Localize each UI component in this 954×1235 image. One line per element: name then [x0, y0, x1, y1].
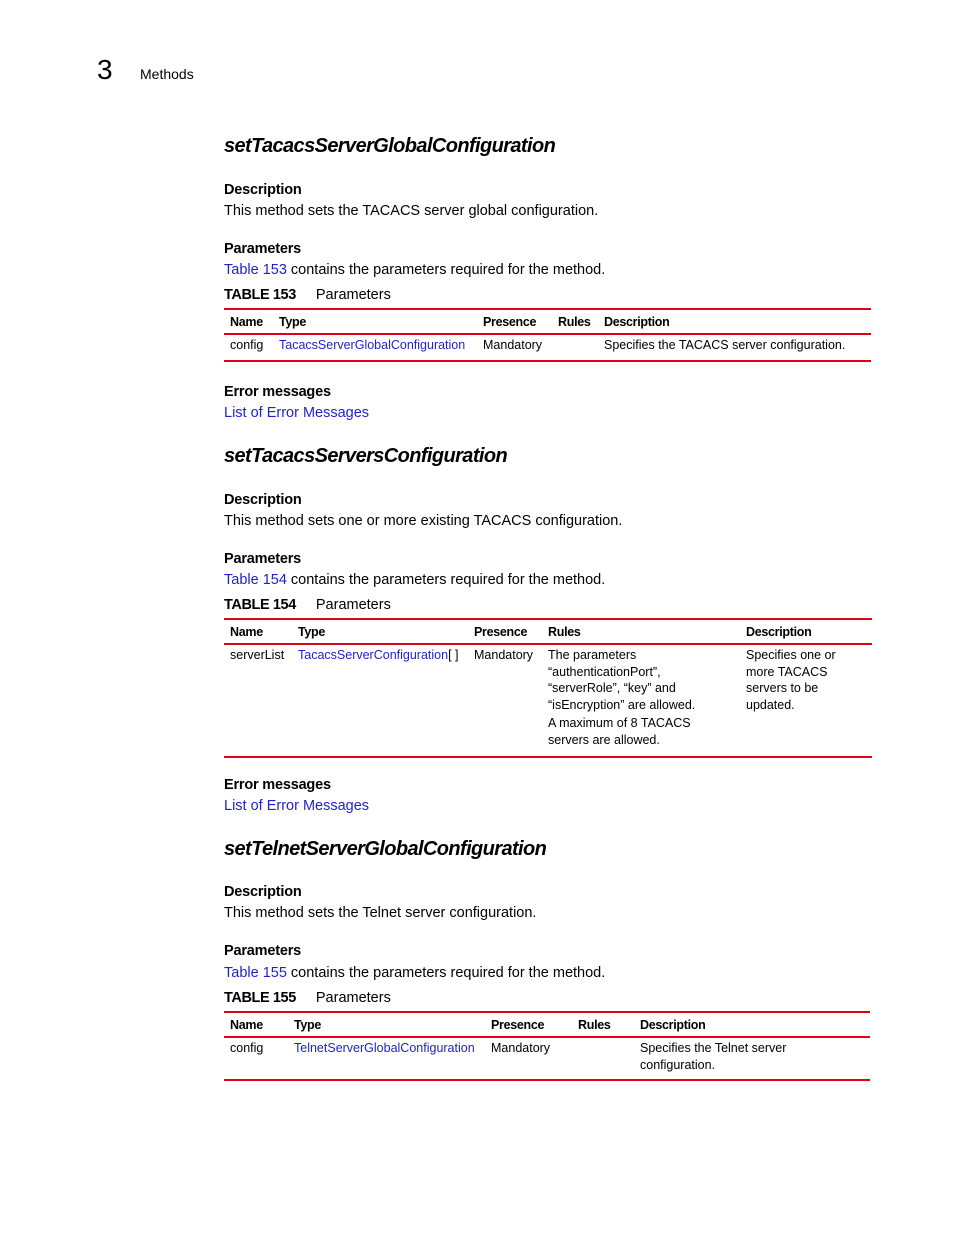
cell-presence: Mandatory — [477, 334, 552, 361]
method-title: setTacacsServerGlobalConfiguration — [224, 135, 556, 157]
parameters-heading: Parameters — [224, 943, 301, 959]
table-number: TABLE 153 — [224, 287, 296, 303]
header-name: Name — [224, 309, 273, 334]
header-presence: Presence — [485, 1012, 572, 1037]
chapter-number: 3 — [97, 54, 113, 85]
parameters-heading: Parameters — [224, 241, 301, 257]
cell-rules — [552, 334, 598, 361]
error-messages-heading: Error messages — [224, 384, 331, 400]
cell-presence: Mandatory — [485, 1037, 572, 1080]
table-row — [224, 334, 871, 361]
type-link[interactable]: TacacsServerConfiguration — [298, 648, 449, 662]
cell-presence: Mandatory — [468, 644, 542, 757]
header-rules: Rules — [542, 619, 740, 644]
parameters-table — [224, 618, 872, 758]
cell-rules — [542, 644, 740, 757]
error-messages-link[interactable]: List of Error Messages — [224, 405, 370, 421]
table-link[interactable]: Table 154 — [224, 572, 287, 588]
method-title: setTelnetServerGlobalConfiguration — [224, 838, 547, 860]
cell-description: Specifies one or more TACACS servers to be updated. — [740, 644, 872, 757]
cell-description: Specifies the Telnet server configuration. — [634, 1037, 870, 1080]
table-reference — [224, 261, 605, 279]
description-text: This method sets the Telnet server configuration. — [224, 905, 537, 921]
table-link[interactable]: Table 153 — [224, 262, 287, 278]
description-heading: Description — [224, 492, 302, 508]
table-row — [224, 1037, 870, 1080]
header-type: Type — [292, 619, 468, 644]
description-heading: Description — [224, 182, 302, 198]
cell-name: serverList — [224, 644, 292, 757]
table-header-row — [224, 309, 871, 334]
table-reference — [224, 964, 605, 982]
table-caption-title: Parameters — [315, 287, 391, 303]
table-row — [224, 644, 872, 757]
parameters-table — [224, 1011, 870, 1081]
table-reference-text: contains the parameters required for the method. — [286, 965, 606, 981]
type-link[interactable]: TacacsServerGlobalConfiguration — [279, 338, 466, 352]
header-rules: Rules — [572, 1012, 634, 1037]
table-header-row — [224, 619, 872, 644]
cell-type — [273, 334, 477, 361]
table-number: TABLE 155 — [224, 990, 296, 1006]
rule-text: The parameters “authenticationPort”, “serverRole”, “key” and “isEncryption” are allowed. — [548, 648, 696, 712]
cell-rules — [572, 1037, 634, 1080]
table-reference-text: contains the parameters required for the method. — [286, 262, 606, 278]
error-messages-heading: Error messages — [224, 777, 331, 793]
table-reference-text: contains the parameters required for the method. — [286, 572, 606, 588]
header-description: Description — [634, 1012, 870, 1037]
header-name: Name — [224, 619, 292, 644]
error-messages-link[interactable]: List of Error Messages — [224, 798, 370, 814]
cell-name: config — [224, 334, 273, 361]
chapter-title: Methods — [140, 66, 194, 82]
header-type: Type — [273, 309, 477, 334]
cell-type — [288, 1037, 485, 1080]
table-caption-title: Parameters — [315, 597, 391, 613]
cell-type — [292, 644, 468, 757]
parameters-table — [224, 308, 871, 362]
table-caption — [224, 596, 391, 614]
table-header-row — [224, 1012, 870, 1037]
header-rules: Rules — [552, 309, 598, 334]
header-description: Description — [740, 619, 872, 644]
header-description: Description — [598, 309, 871, 334]
table-link[interactable]: Table 155 — [224, 965, 287, 981]
cell-description: Specifies the TACACS server configuration. — [598, 334, 871, 361]
header-presence: Presence — [477, 309, 552, 334]
type-suffix: [ ] — [448, 648, 459, 662]
table-number: TABLE 154 — [224, 597, 296, 613]
description-text: This method sets one or more existing TACACS configuration. — [224, 513, 623, 529]
header-name: Name — [224, 1012, 288, 1037]
method-title: setTacacsServersConfiguration — [224, 445, 508, 467]
parameters-heading: Parameters — [224, 551, 301, 567]
table-caption-title: Parameters — [315, 990, 391, 1006]
table-reference — [224, 571, 605, 589]
description-heading: Description — [224, 884, 302, 900]
cell-name: config — [224, 1037, 288, 1080]
type-link[interactable]: TelnetServerGlobalConfiguration — [294, 1041, 475, 1055]
description-text: This method sets the TACACS server global configuration. — [224, 203, 599, 219]
header-presence: Presence — [468, 619, 542, 644]
table-caption — [224, 286, 391, 304]
header-type: Type — [288, 1012, 485, 1037]
rule-text: A maximum of 8 TACACS servers are allowed. — [548, 716, 691, 747]
table-caption — [224, 989, 391, 1007]
